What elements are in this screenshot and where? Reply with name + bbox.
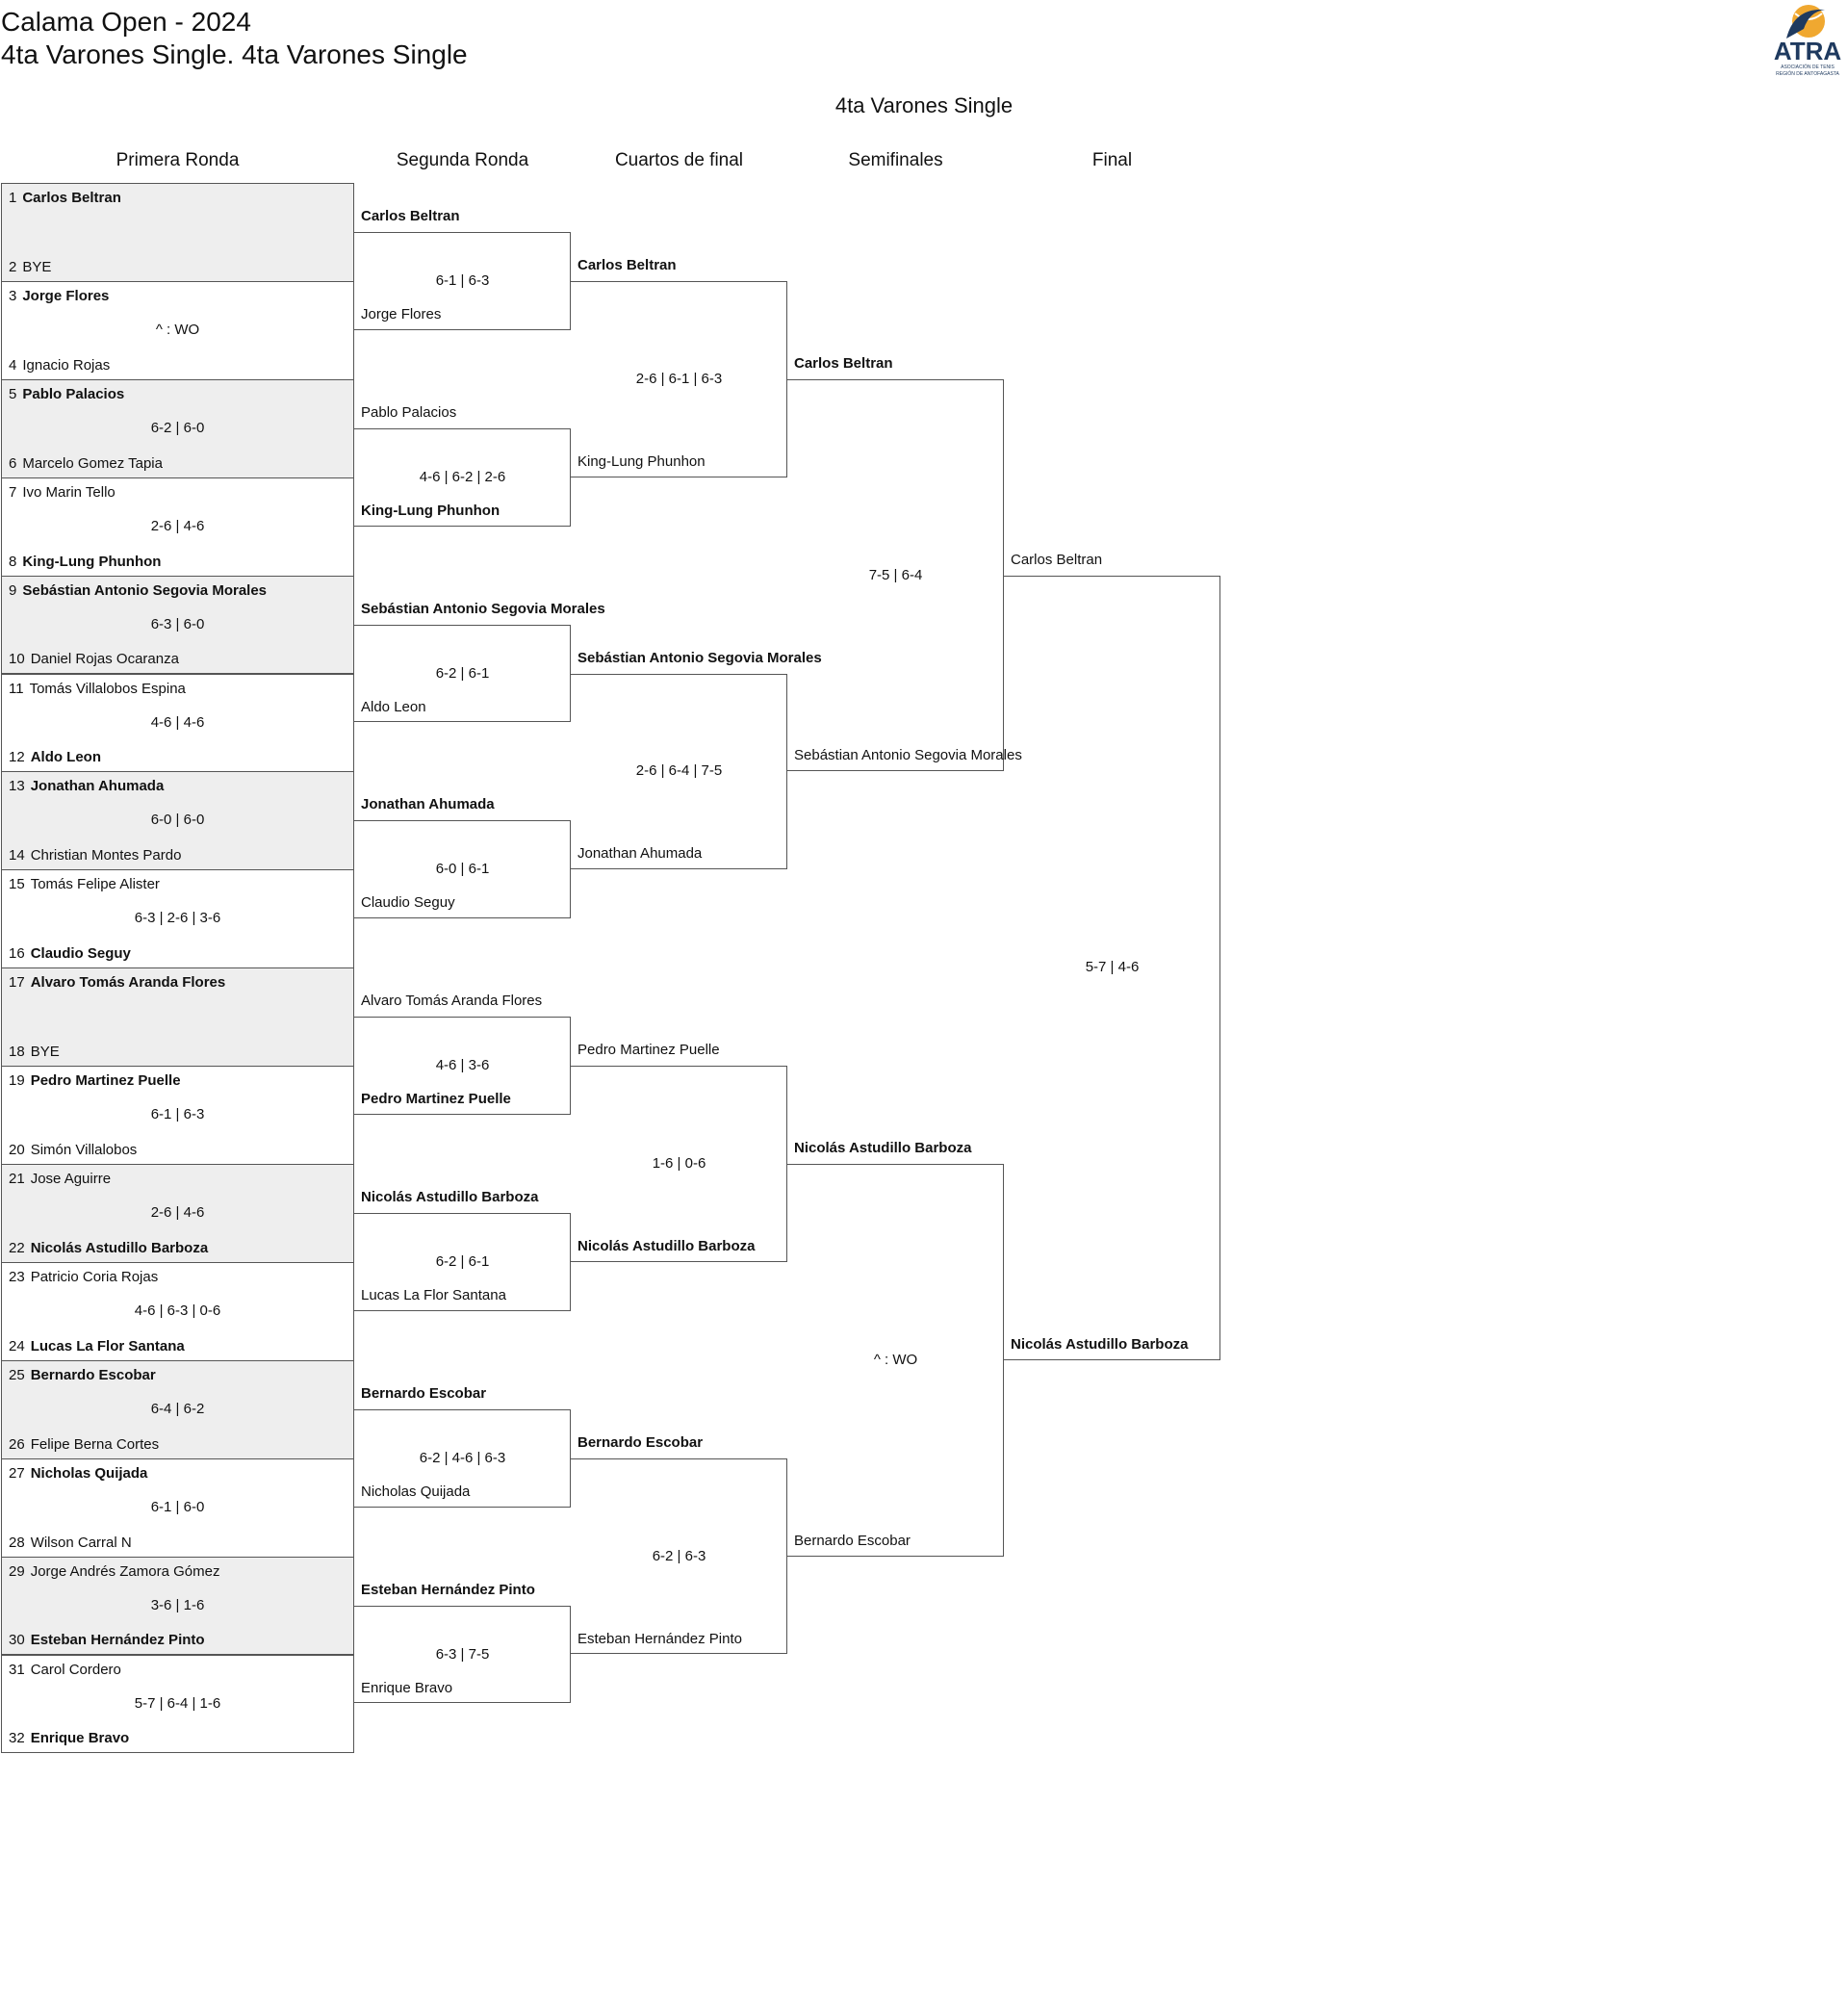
player-name: Nicolás Astudillo Barboza	[30, 1239, 209, 1256]
seed-number: 1	[9, 190, 17, 206]
seed-number: 24	[9, 1337, 25, 1354]
match-score: 6-2 | 4-6 | 6-3	[419, 1449, 506, 1466]
player-name[interactable]: Pedro Martinez Puelle	[361, 1091, 511, 1108]
player-name[interactable]: Bernardo Escobar	[794, 1532, 911, 1549]
match-score: ^ : WO	[155, 321, 200, 338]
first-round-match	[1, 674, 354, 773]
player-name: Claudio Seguy	[30, 945, 131, 963]
first-round-match	[1, 1066, 354, 1165]
player-name[interactable]: Jonathan Ahumada	[361, 796, 495, 813]
seed-number: 32	[9, 1730, 25, 1747]
first-round-match	[1, 379, 354, 478]
seed-number: 8	[9, 553, 17, 570]
match-score: 2-6 | 4-6	[150, 517, 205, 534]
match-score: 2-6 | 6-1 | 6-3	[635, 370, 723, 387]
logo-subtext-1: ASOCIACIÓN DE TENIS	[1781, 64, 1835, 70]
match-score: ^ : WO	[873, 1351, 918, 1368]
player-name: King-Lung Phunhon	[22, 553, 162, 570]
match-score: 4-6 | 6-3 | 0-6	[134, 1302, 221, 1319]
seed-number: 19	[9, 1072, 25, 1090]
player-entry[interactable]	[9, 680, 186, 699]
player-entry[interactable]	[9, 1562, 219, 1582]
match-score: 6-2 | 6-3	[652, 1547, 706, 1564]
seed-number: 16	[9, 945, 25, 963]
player-name: Jorge Andrés Zamora Gómez	[30, 1562, 220, 1580]
seed-number: 29	[9, 1562, 25, 1580]
player-entry[interactable]	[9, 1534, 132, 1553]
player-name[interactable]: King-Lung Phunhon	[578, 452, 706, 470]
player-entry[interactable]	[9, 875, 160, 894]
player-name: Pedro Martinez Puelle	[30, 1072, 181, 1090]
seed-number: 6	[9, 454, 17, 472]
seed-number: 5	[9, 385, 17, 402]
player-name: Felipe Berna Cortes	[30, 1435, 160, 1453]
first-round-match	[1, 1262, 354, 1361]
player-name[interactable]: Lucas La Flor Santana	[361, 1286, 506, 1303]
seed-number: 13	[9, 778, 25, 795]
match-score: 5-7 | 6-4 | 1-6	[134, 1694, 221, 1712]
seed-number: 3	[9, 287, 17, 304]
player-name[interactable]: Sebástian Antonio Segovia Morales	[361, 600, 605, 617]
player-name[interactable]: Bernardo Escobar	[361, 1384, 487, 1402]
match-score: 6-4 | 6-2	[150, 1400, 205, 1417]
first-round-match	[1, 1655, 354, 1754]
seed-number: 14	[9, 847, 25, 864]
logo-subtext-2: REGIÓN DE ANTOFAGASTA	[1776, 71, 1839, 77]
match-score: 6-0 | 6-1	[435, 861, 490, 878]
player-name[interactable]: Carlos Beltran	[794, 354, 893, 372]
player-name[interactable]: Alvaro Tomás Aranda Flores	[361, 993, 543, 1010]
first-round-match	[1, 869, 354, 968]
player-entry[interactable]	[9, 1170, 111, 1189]
seed-number: 20	[9, 1141, 25, 1158]
match-score: 6-0 | 6-0	[150, 812, 205, 829]
player-name: Ignacio Rojas	[22, 356, 111, 374]
seed-number: 15	[9, 876, 25, 893]
draw-title: 4ta Varones Single	[834, 93, 1014, 117]
first-round-match	[1, 183, 354, 282]
seed-number: 21	[9, 1171, 25, 1187]
player-name[interactable]: Nicholas Quijada	[361, 1483, 471, 1500]
match-score: 4-6 | 6-2 | 2-6	[419, 468, 506, 485]
match-score: 6-2 | 6-1	[435, 664, 490, 682]
player-name: Tomás Villalobos Espina	[29, 680, 186, 697]
seed-number: 31	[9, 1661, 25, 1678]
match-score: 6-2 | 6-0	[150, 419, 205, 436]
player-entry[interactable]	[9, 1631, 205, 1650]
seed-number: 30	[9, 1632, 25, 1649]
player-name: BYE	[30, 1044, 60, 1061]
seed-number: 28	[9, 1534, 25, 1551]
player-name: Carol Cordero	[30, 1661, 121, 1678]
player-entry[interactable]	[9, 258, 51, 277]
player-entry[interactable]	[9, 454, 163, 474]
player-name[interactable]: Pedro Martinez Puelle	[578, 1042, 720, 1059]
player-entry[interactable]	[9, 1239, 208, 1258]
player-name[interactable]: Carlos Beltran	[361, 207, 460, 224]
player-entry[interactable]	[9, 1366, 156, 1385]
seed-number: 7	[9, 483, 17, 501]
match-score: 6-2 | 6-1	[435, 1252, 490, 1270]
player-entry[interactable]	[9, 1268, 158, 1287]
player-name[interactable]: Nicolás Astudillo Barboza	[361, 1189, 539, 1205]
seed-number: 12	[9, 749, 25, 766]
first-round-match	[1, 1458, 354, 1558]
player-entry[interactable]	[9, 1337, 185, 1356]
tournament-title: Calama Open - 2024	[1, 7, 251, 37]
player-entry[interactable]	[9, 189, 121, 208]
player-entry[interactable]	[9, 944, 131, 964]
player-entry[interactable]	[9, 385, 124, 404]
player-name[interactable]: Nicolás Astudillo Barboza	[1011, 1335, 1189, 1353]
seed-number: 2	[9, 258, 17, 275]
logo-text: ATRA	[1773, 37, 1842, 65]
player-name[interactable]: Jorge Flores	[361, 305, 442, 322]
player-name: BYE	[22, 258, 52, 275]
player-name: Alvaro Tomás Aranda Flores	[30, 974, 226, 992]
round-header-cuartos: Cuartos de final	[614, 150, 744, 170]
match-score: 6-1 | 6-3	[150, 1106, 205, 1123]
player-entry[interactable]	[9, 1661, 121, 1680]
player-name[interactable]: Pablo Palacios	[361, 403, 457, 421]
match-score: 1-6 | 0-6	[652, 1155, 706, 1172]
first-round-match	[1, 967, 354, 1067]
round-header-primera: Primera Ronda	[116, 150, 240, 170]
player-entry[interactable]	[9, 973, 225, 993]
seed-number: 26	[9, 1435, 25, 1453]
player-entry[interactable]	[9, 748, 101, 767]
seed-number: 11	[9, 680, 24, 697]
player-name[interactable]: Esteban Hernández Pinto	[578, 1630, 742, 1647]
first-round-match	[1, 1360, 354, 1459]
seed-number: 4	[9, 356, 17, 374]
player-entry[interactable]	[9, 581, 267, 601]
player-name: Sebástian Antonio Segovia Morales	[22, 581, 268, 599]
player-name[interactable]: Nicolás Astudillo Barboza	[794, 1140, 972, 1156]
seed-number: 22	[9, 1239, 25, 1256]
match-score: 3-6 | 1-6	[150, 1596, 205, 1613]
player-entry[interactable]	[9, 356, 110, 375]
player-name[interactable]: Sebástian Antonio Segovia Morales	[578, 649, 822, 666]
player-name: Ivo Marin Tello	[22, 483, 116, 501]
player-entry[interactable]	[9, 1071, 181, 1091]
match-score: 6-3 | 7-5	[435, 1645, 490, 1663]
first-round-match	[1, 281, 354, 380]
player-name[interactable]: Enrique Bravo	[361, 1679, 453, 1696]
seed-number: 23	[9, 1268, 25, 1285]
player-entry[interactable]	[9, 1464, 147, 1483]
player-name: Aldo Leon	[30, 749, 102, 766]
match-score: 6-3 | 2-6 | 3-6	[134, 910, 221, 927]
player-name: Tomás Felipe Alister	[30, 876, 160, 893]
player-name: Simón Villalobos	[30, 1141, 138, 1158]
player-name[interactable]: Bernardo Escobar	[578, 1433, 704, 1451]
seed-number: 10	[9, 651, 25, 668]
match-score: 2-6 | 6-4 | 7-5	[635, 762, 723, 780]
player-name[interactable]: Jonathan Ahumada	[578, 845, 703, 863]
match-score: 6-3 | 6-0	[150, 615, 205, 632]
player-name: Jorge Flores	[22, 287, 110, 304]
player-entry[interactable]	[9, 483, 116, 503]
player-name: Nicholas Quijada	[30, 1464, 148, 1482]
seed-number: 9	[9, 581, 17, 599]
seed-number: 25	[9, 1366, 25, 1383]
player-entry[interactable]	[9, 1141, 137, 1160]
match-score: 6-1 | 6-0	[150, 1498, 205, 1515]
match-score: 5-7 | 4-6	[1085, 959, 1140, 976]
player-entry[interactable]	[9, 777, 164, 796]
player-name: Enrique Bravo	[30, 1730, 130, 1747]
player-entry[interactable]	[9, 846, 181, 865]
first-round-match	[1, 771, 354, 870]
match-score: 4-6 | 4-6	[150, 713, 205, 731]
seed-number: 17	[9, 974, 25, 992]
player-name: Pablo Palacios	[22, 385, 125, 402]
draw-subtitle: 4ta Varones Single. 4ta Varones Single	[1, 39, 468, 69]
player-entry[interactable]	[9, 1729, 129, 1748]
first-round-match	[1, 477, 354, 577]
round-header-segunda: Segunda Ronda	[396, 150, 529, 170]
player-name: Carlos Beltran	[22, 190, 121, 206]
player-entry[interactable]	[9, 650, 179, 669]
seed-number: 18	[9, 1044, 25, 1061]
player-name: Patricio Coria Rojas	[30, 1268, 159, 1285]
player-entry[interactable]	[9, 553, 161, 572]
first-round-match	[1, 1164, 354, 1263]
match-score: 2-6 | 4-6	[150, 1204, 205, 1221]
player-name: Lucas La Flor Santana	[30, 1337, 185, 1354]
player-name[interactable]: Esteban Hernández Pinto	[361, 1581, 535, 1598]
player-entry[interactable]	[9, 287, 109, 306]
first-round-match	[1, 1557, 354, 1656]
player-name: Daniel Rojas Ocaranza	[30, 651, 179, 668]
player-name: Esteban Hernández Pinto	[30, 1632, 205, 1649]
player-name: Marcelo Gomez Tapia	[22, 454, 163, 472]
player-name[interactable]: Aldo Leon	[361, 698, 426, 715]
player-name: Jonathan Ahumada	[30, 778, 165, 795]
player-name: Wilson Carral N	[30, 1534, 132, 1551]
match-score: 6-1 | 6-3	[435, 271, 490, 289]
player-name[interactable]: Claudio Seguy	[361, 894, 455, 912]
player-name: Christian Montes Pardo	[30, 847, 182, 864]
round-header-semifinales: Semifinales	[848, 150, 943, 170]
player-name[interactable]: Carlos Beltran	[578, 256, 677, 273]
player-entry[interactable]	[9, 1043, 60, 1062]
player-name[interactable]: King-Lung Phunhon	[361, 502, 500, 519]
player-name: Bernardo Escobar	[30, 1366, 156, 1383]
player-name[interactable]: Sebástian Antonio Segovia Morales	[794, 747, 1022, 764]
seed-number: 27	[9, 1464, 25, 1482]
round-header-final: Final	[1091, 150, 1133, 170]
atra-logo	[1767, 0, 1848, 81]
match-score: 7-5 | 6-4	[868, 566, 923, 583]
player-name[interactable]: Carlos Beltran	[1011, 551, 1103, 568]
player-name: Jose Aguirre	[30, 1171, 112, 1187]
match-score: 4-6 | 3-6	[435, 1057, 490, 1074]
player-entry[interactable]	[9, 1435, 159, 1455]
first-round-match	[1, 576, 354, 675]
player-name[interactable]: Nicolás Astudillo Barboza	[578, 1237, 756, 1254]
